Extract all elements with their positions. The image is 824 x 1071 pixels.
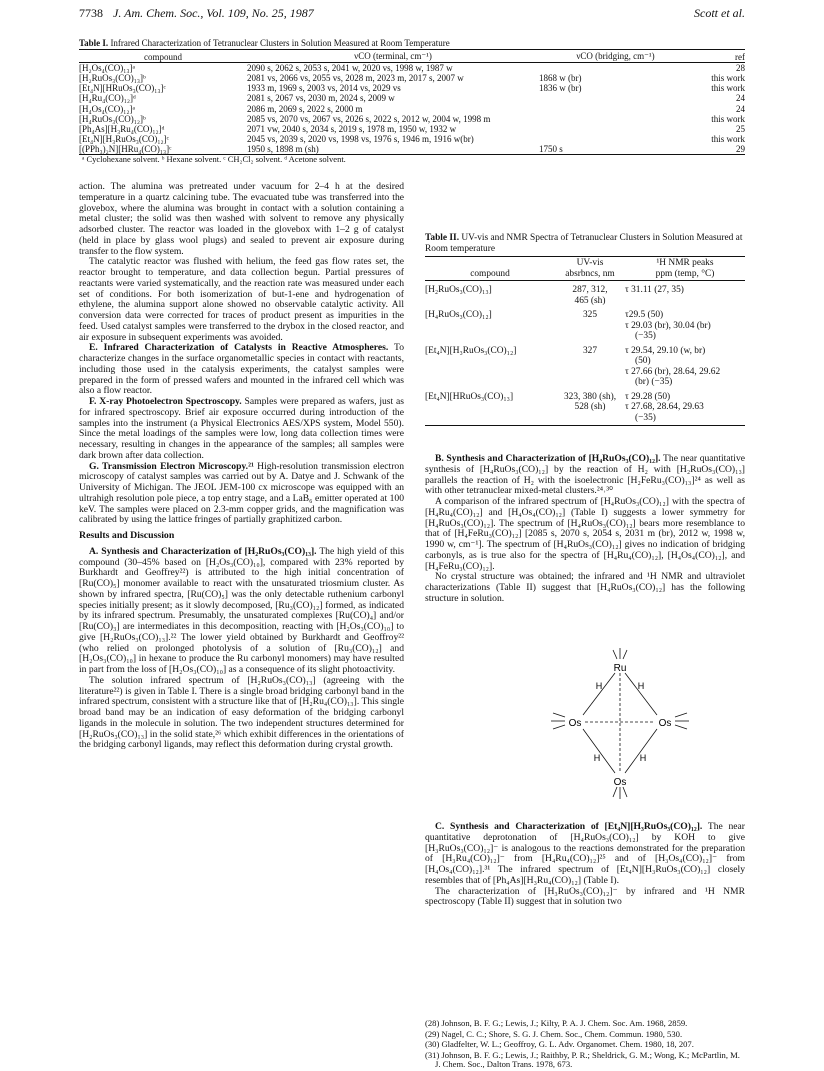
reference-item: (31) Johnson, B. F. G.; Lewis, J.; Raithby, P. R.; Sheldrick, G. M.; Wong, K.; McPartlin, M. J. Chem. Soc., Dalton Trans. 1978, 673. (425, 1049, 740, 1070)
running-header (79, 6, 745, 22)
section-g-body: High-resolution transmission electron microscopy of catalyst samples was carried out by A. Datye and J. Schwank of the University of Michigan. The JEOL JEM-100 cx microscope was equipped with an ultrahigh resolution pole piece, a top entry stage, and a LaB₆ emitter operated at 100 keV. The samples were placed on 2.3-mm copper grids, and the magnification was calibrated by using the lattice fringes of partially graphitized carbon. (79, 460, 404, 526)
table2-label: Table II. (425, 233, 460, 243)
table1-cell-bridging (539, 134, 692, 144)
right-column (425, 454, 745, 605)
table1-col-terminal: νCO (terminal, cm⁻¹) (247, 50, 539, 63)
section-e-body: To characterize changes in the surface organometallic species in contact with reactants, including those used in the catalysis experiments, the catalyst samples were prepared in the form of pressed wafers and mounted in the infrared cell which was also a flow reactor. (79, 342, 404, 397)
cluster-structure-diagram (545, 645, 695, 805)
table2-cell-compound: [Et₄N][H₃RuOs₃(CO)₁₂] (425, 345, 517, 356)
table2-nmr-line: τ 29.03 (br), 30.04 (br) (625, 320, 711, 331)
table1-cell-terminal: 2085 vs, 2070 vs, 2067 vs, 2026 s, 2022 s, 2012 w, 2004 w, 1998 m (247, 113, 491, 124)
section-e (79, 343, 404, 397)
table2-title: UV-vis and NMR Spectra of Tetranuclear Clusters in Solution Measured at Room temperature (425, 233, 743, 254)
table1-row (79, 134, 745, 144)
table2-uv-line: 327 (582, 345, 598, 356)
atom-os-right-label: Os (658, 718, 672, 729)
table1 (79, 49, 745, 155)
reference-item: (30) Gladfelter, W. L.; Geoffroy, G. L. Adv. Organomet. Chem. 1980, 18, 207. (425, 1039, 694, 1050)
table1-row (79, 104, 745, 114)
table1-row (79, 124, 745, 134)
table1-cell-ref: 24 (736, 103, 745, 114)
table1-cell-bridging (539, 104, 692, 114)
table1-cell-compound: [H₂Os₄(CO)₁₃]ᵃ (79, 63, 136, 73)
table2-uv-line: 323, 380 (sh), (563, 391, 617, 402)
section-e-heading: E. Infrared Characterization of Catalysts in Reactive Atmospheres. (89, 342, 389, 354)
table1-cell-compound: [Et₄N][HRuOs₃(CO)₁₃]ᶜ (79, 83, 166, 94)
table1-cell-bridging: 1836 w (br) (539, 83, 582, 94)
section-a-heading: A. Synthesis and Characterization of [H₂RuOs₃(CO)₁₃]. (89, 545, 317, 557)
atom-ru-label: Ru (613, 663, 627, 674)
table2-row (425, 388, 745, 426)
results-heading: Results and Discussion (79, 530, 175, 541)
table1-cell-compound: [Ph₄As][H₃Ru₄(CO)₁₂]ᵈ (79, 124, 165, 135)
table1-cell-bridging (539, 93, 692, 103)
table1-cell-ref: 29 (692, 144, 745, 155)
atom-os-bottom-label: Os (613, 777, 627, 788)
table2-nmr-line: τ 31.11 (27, 35) (625, 285, 684, 295)
table1-cell-bridging: 1868 w (br) (539, 73, 582, 84)
table1-row (79, 114, 745, 124)
table1-footnote: ᵃ Cyclohexane solvent. ᵇ Hexane solvent. ᶜ CH₂Cl₂ solvent. ᵈ Acetone solvent. (82, 154, 346, 164)
table2-uv-line: 465 (sh) (574, 295, 606, 306)
section-f-body: Samples were prepared as wafers, just as for infrared spectroscopy. Brief air exposure occurred during introduction of the samples into the instrument (a Physical Electronics AES/XPS system, Model 550). Since the metal loadings of the samples were low, long data collection times were necessary, resulting in changes in the appearance of the samples; all samples were dark brown after data collection. (79, 396, 404, 461)
table2-nmr-line: τ 27.68, 28.64, 29.63 (625, 402, 704, 412)
table2-cell-compound: [H₄RuOs₃(CO)₁₂] (425, 310, 492, 320)
table1-cell-terminal: 2071 vw, 2040 s, 2034 s, 2019 s, 1978 m, 1950 w, 1932 w (247, 124, 457, 135)
table2-col-compound: compound (425, 257, 555, 281)
section-c-heading: C. Synthesis and Characterization of [Et₄N][H₃RuOs₃(CO)₁₂]. (435, 821, 703, 832)
table1-row (79, 63, 745, 74)
section-a (79, 547, 404, 676)
table2-col-uv-line1: UV-vis (576, 258, 604, 268)
table2-cell-nmr (625, 388, 745, 426)
table1-cell-ref: this work (711, 83, 745, 94)
paragraph: A comparison of the infrared spectrum of [H₄RuOs₃(CO)₁₂] with the spectra of [H₄Ru₄(CO)₁₂] and [H₄Os₄(CO)₁₂] (Table I) suggests a lower symmetry for [H₄RuOs₃(CO)₁₂]. The spectrum of [H₄RuOs₃(CO)₁₂] bears more resemblance to that of [H₄FeRu₃(CO)₁₂] [2085 s, 2070 s, 2054 s, 2031 m (br), 2012 w, 1998 w, 1990 w, cm⁻¹]. The spectrum of [H₄RuOs₃(CO)₁₂] gives no indication of bridging carbonyls, as is true also for the spectra of [H₄Ru₄(CO)₁₂], [H₄Os₄(CO)₁₂], and [H₄FeRu₃(CO)₁₂]. (425, 496, 745, 572)
table2-cell-compound: [Et₄N][HRuOs₃(CO)₁₃] (425, 388, 555, 426)
table2-uv-line: 325 (582, 310, 598, 320)
section-f-heading: F. X-ray Photoelectron Spectroscopy. (89, 396, 242, 407)
table1-row (79, 93, 745, 103)
table1-cell-bridging (539, 63, 692, 74)
left-column (79, 182, 404, 751)
atom-os-left-label: Os (568, 718, 582, 729)
table1-cell-ref: this work (711, 134, 745, 145)
table1-cell-compound: [(PPh₃)₂N][HRu₄(CO)₁₃]ᶜ (79, 144, 247, 155)
table2-nmr-line: τ 27.66 (br), 28.64, 29.62 (625, 366, 721, 377)
table2 (425, 256, 745, 426)
table1-cell-ref: 28 (736, 63, 745, 73)
authors: Scott et al. (694, 6, 745, 20)
hydride-label: H (637, 681, 645, 691)
table2-cell-uv (555, 388, 625, 426)
table2-col-uv (555, 257, 625, 281)
table1-col-compound: compound (79, 50, 247, 63)
table1-cell-terminal: 2045 vs, 2039 s, 2020 vs, 1998 vs, 1976 s, 1946 m, 1916 w(br) (247, 134, 474, 145)
table2-col-nmr-line2: ppm (temp, °C) (655, 268, 715, 279)
table1-cell-terminal: 2090 s, 2062 s, 2053 s, 2041 w, 2020 vs, 1998 w, 1987 w (247, 63, 453, 73)
table2-nmr-line: τ29.5 (50) (625, 310, 664, 320)
table2-nmr-line: (−35) (635, 412, 656, 423)
table1-cell-bridging (539, 124, 692, 134)
section-b-body: The near quantitative synthesis of [H₄RuOs₃(CO)₁₂] by the reaction of H₂ with [H₂RuOs₃(CO)₁₃] parallels the reaction of H₂ with the isoelectronic [H₂FeRu₃(CO)₁₃]²⁴ as well as with other tetranuclear mixed-metal clusters.²⁴˒³⁰ (425, 453, 745, 497)
table1-cell-compound: [Et₄N][H₃RuOs₃(CO)₁₂]ᶜ (79, 134, 169, 145)
table1-cell-ref: 25 (736, 124, 745, 135)
section-a-body: The high yield of this compound (30–45% based on [H₂Os₃(CO)₁₀], compared with 23% reported by Burkhardt and Geoffrey²²) is attributed to the high initial concentration of [Ru(CO)₅] monomer available to react with the unsaturated triosmium cluster. As shown by infrared spectra, [Ru(CO)₅] was the only detectable ruthenium carbonyl species initially present; as it slowly decomposed, [Ru₃(CO)₁₂] formed, as indicated by its infrared spectrum. Presumably, the unsaturated complexes [Ru(CO)₄] and/or [Ru(CO)₃] are intermediates in this decomposition, reacting with [H₂Os₃(CO)₁₀] to give [H₂RuOs₃(CO)₁₃].²² The lower yield obtained by Burkhardt and Geoffroy²² (who relied on prolonged photolysis of a solution of [Ru₃(CO)₁₂] and [H₂Os₃(CO)₁₀] in hexane to produce the Ru carbonyl monomers) may have resulted in part from the loss of [H₂Os₃(CO)₁₀] as a consequence of its slight photoactivity. (79, 545, 404, 675)
hydride-label: H (595, 681, 603, 691)
table1-cell-ref: 24 (736, 93, 745, 104)
paragraph: action. The alumina was pretreated under vacuum for 2–4 h at the desired temperature in a quartz calcining tube. The evacuated tube was transferred into the glovebox, where the alumina was brought in contact with a solution containing a metal cluster; the solid was then washed with solvent to remove any physically adsorbed cluster. The reactor was loaded in the glovebox with 1–2 g of catalyst (held in place by glass wool plugs) and sealed to prevent air exposure during transfer to the flow system. (79, 181, 404, 257)
table1-cell-compound: [H₄Ru₄(CO)₁₂]ᵈ (79, 93, 136, 104)
table1-cell-terminal: 1950 s, 1898 m (sh) (247, 144, 539, 155)
page-number: 7738 (79, 6, 103, 20)
table2-row (425, 306, 745, 342)
table1-cell-compound: [H₂RuOs₃(CO)₁₃]ᵇ (79, 73, 146, 84)
table1-cell-bridging (539, 114, 692, 124)
table2-nmr-line: (−35) (635, 331, 656, 341)
reference-item: (29) Nagel, C. C.; Shore, S. G. J. Chem. Soc., Chem. Commun. 1980, 530. (425, 1028, 683, 1039)
section-b (425, 454, 745, 497)
table1-col-ref: ref (692, 50, 745, 63)
table2-nmr-line: τ 29.28 (50) (625, 391, 671, 402)
table2-nmr-line: (br) (−35) (635, 377, 673, 387)
table2-uv-line: 528 (sh) (574, 402, 606, 412)
table1-cell-bridging: 1750 s (539, 144, 692, 155)
paragraph: The catalytic reactor was flushed with helium, the feed gas flow rates set, the reactor brought to temperature, and data collection begun. Partial pressures of reactants were varied systematically, and the reaction rate was measured under each set of conditions. For both isomerization of but-1-ene and hydrogenation of ethylene, the alumina support alone showed no observable catalytic activity. All conversion data were corrected for traces of product present as impurities in the feed. Used catalyst samples were transferred to the drybox in the closed reactor, and air exposure in subsequent experiments was avoided. (79, 256, 404, 343)
journal-citation: J. Am. Chem. Soc., Vol. 109, No. 25, 1987 (113, 6, 314, 20)
table2-cell-nmr (625, 281, 745, 307)
section-g-heading: G. Transmission Electron Microscopy.²¹ (89, 460, 254, 472)
table2-cell-nmr (625, 342, 745, 388)
table2-nmr-line: (50) (635, 356, 651, 366)
table2-header-row (425, 257, 745, 281)
table1-cell-terminal: 2081 vs, 2066 vs, 2055 vs, 2028 m, 2023 m, 2017 s, 2007 w (247, 73, 464, 84)
paragraph: No crystal structure was obtained; the infrared and ¹H NMR and ultraviolet characterizations (Table II) suggest that [H₄RuOs₃(CO)₁₂] has the following structure in solution. (425, 571, 745, 604)
section-f (79, 397, 404, 462)
table1-cell-ref: this work (711, 73, 745, 84)
hydride-label: H (593, 753, 601, 763)
table2-cell-uv (555, 306, 625, 342)
section-b-heading: B. Synthesis and Characterization of [H₄RuOs₃(CO)₁₂]. (435, 453, 661, 464)
table1-cell-terminal: 2081 s, 2067 vs, 2030 m, 2024 s, 2009 w (247, 93, 395, 104)
table2-nmr-line: τ 29.54, 29.10 (w, br) (625, 345, 706, 356)
section-c (425, 822, 745, 887)
table1-cell-compound: [H₄RuOs₃(CO)₁₂]ᵇ (79, 113, 146, 124)
reference-item: (28) Johnson, B. F. G.; Lewis, J.; Kilty, P. A. J. Chem. Soc. Am. 1968, 2859. (425, 1018, 688, 1028)
table1-row (79, 83, 745, 93)
table2-uv-line: 287, 312, (572, 285, 608, 295)
paragraph: The solution infrared spectrum of [H₂RuOs₃(CO)₁₃] (agreeing with the literature²²) is given in Table I. There is a single broad bridging carbonyl band in the infrared spectrum, consistent with a structure like that of [H₂Ru₄(CO)₁₃]. This single broad band may be an indication of easy deformation of the bridging carbonyl ligands in the molecule in solution. The two independent structures determined for [H₂RuOs₃(CO)₁₃] in the solid state,²⁶ which exhibit differences in the orientations of the bridging carbonyl ligands, may reflect this deformation during crystal growth. (79, 674, 404, 751)
table2-row (425, 342, 745, 388)
table1-cell-terminal: 2086 m, 2069 s, 2022 s, 2000 m (247, 103, 363, 114)
table1-label: Table I. (79, 38, 109, 48)
table2-caption (425, 233, 745, 255)
table1-cell-ref: this work (711, 113, 745, 124)
table2-row (425, 281, 745, 307)
table1-header-row (79, 50, 745, 63)
table1-caption (79, 38, 745, 48)
table1-cell-terminal: 1933 m, 1969 s, 2003 vs, 2014 vs, 2029 vs (247, 83, 401, 94)
table1-cell-compound: [H₄Os₄(CO)₁₂]ᵃ (79, 103, 136, 114)
table2-cell-uv (555, 281, 625, 307)
right-column-lower (425, 822, 745, 908)
table1-col-bridging: νCO (bridging, cm⁻¹) (539, 50, 692, 63)
table2-col-uv-line2: absrbncs, nm (565, 268, 615, 279)
table2-col-nmr-line1: ¹H NMR peaks (656, 258, 714, 268)
hydride-label: H (639, 753, 647, 763)
section-c-body: The near quantitative deprotonation of [H₄RuOs₃(CO)₁₂] by KOH to give [H₃RuOs₃(CO)₁₂]⁻ is analogous to the reactions demonstrated for the preparation of [H₃Ru₄(CO)₁₂]⁻ from [H₄Ru₄(CO)₁₂]²⁵ and of [H₃Os₄(CO)₁₂]⁻ from [H₄Os₄(CO)₁₂].³¹ The infrared spectrum of [Et₄N][H₃RuOs₃(CO)₁₂] closely resembles that of [Ph₄As][H₃Ru₄(CO)₁₂] (Table I). (425, 821, 745, 886)
paragraph: The characterization of [H₃RuOs₃(CO)₁₂]⁻ by infrared and ¹H NMR spectroscopy (Table II) suggest that in solution two (425, 885, 745, 908)
references (425, 1019, 745, 1071)
table2-cell-nmr (625, 306, 745, 342)
section-g (79, 462, 404, 527)
table2-cell-uv (555, 342, 625, 388)
table1-title: Infrared Characterization of Tetranuclear Clusters in Solution Measured at Room Temperature (110, 38, 450, 48)
table2-cell-compound: [H₂RuOs₃(CO)₁₃] (425, 285, 492, 295)
table2-col-nmr (625, 257, 745, 281)
table1-row (79, 73, 745, 83)
